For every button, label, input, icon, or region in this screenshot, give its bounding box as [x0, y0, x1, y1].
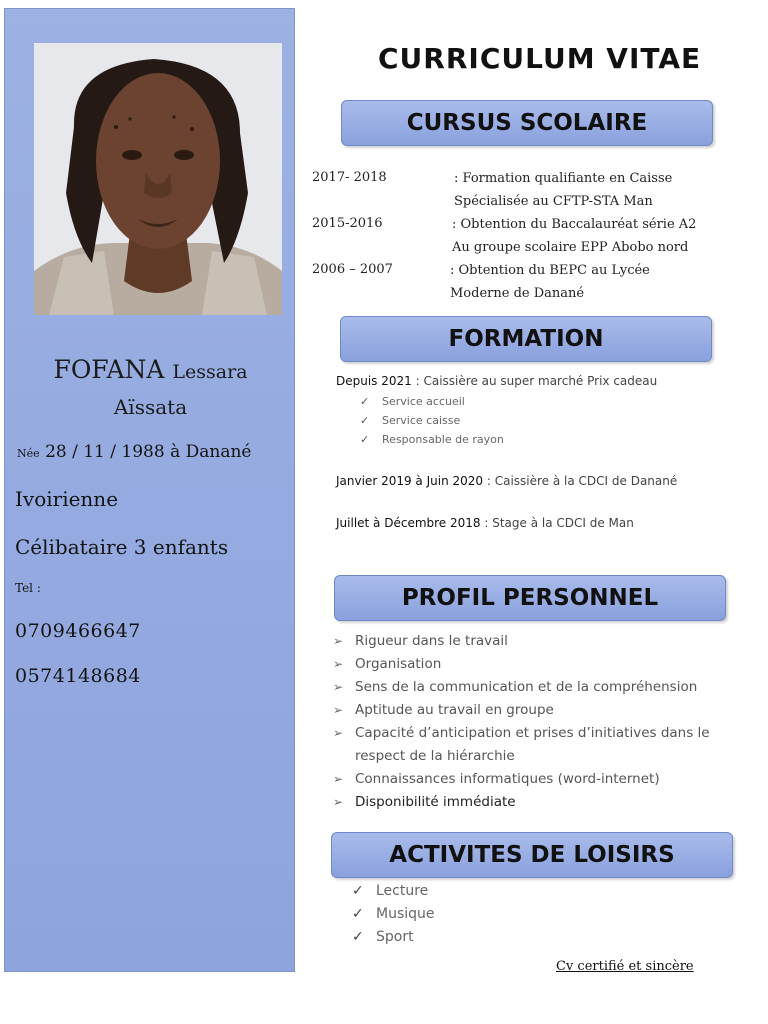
list-item: [333, 791, 723, 814]
formation-period-3: Juillet à Décembre 2018: [336, 516, 481, 530]
list-item: [333, 722, 723, 768]
formation-subitems: [360, 395, 504, 452]
arrow-bullet-icon: ➢: [333, 657, 344, 671]
last-name: FOFANA: [53, 355, 165, 384]
candidate-name: [5, 355, 296, 384]
formation-entry-2: [336, 474, 677, 488]
cursus-desc-1: [450, 167, 760, 213]
subitem-label: Service accueil: [382, 395, 465, 408]
list-item: [333, 699, 723, 722]
certification-note: Cv certifié et sincère: [556, 959, 694, 974]
cursus-desc-2-line1: : Obtention du Baccalauréat série A2: [452, 217, 697, 232]
profil-item-text: [355, 722, 710, 768]
profil-item-label: Connaissances informatiques (word-internet): [355, 771, 660, 787]
arrow-bullet-icon: ➢: [333, 634, 344, 648]
formation-entry-3: [336, 516, 634, 530]
nationality: Ivoirienne: [15, 487, 119, 511]
profile-photo-graphic: [34, 43, 282, 315]
list-item: [333, 768, 723, 791]
subitem-label: Responsable de rayon: [382, 433, 504, 446]
profil-item-label: Organisation: [355, 656, 442, 672]
list-item: [333, 653, 723, 676]
check-icon: ✓: [360, 433, 370, 446]
arrow-bullet-icon: ➢: [333, 680, 344, 694]
birth-text: 28 / 11 / 1988 à Danané: [45, 442, 252, 462]
middle-name: Aïssata: [113, 395, 188, 419]
cursus-desc-2: [450, 213, 760, 259]
cursus-desc-1-line2: Spécialisée au CFTP-STA Man: [454, 194, 653, 209]
check-icon: ✓: [352, 929, 364, 945]
arrow-bullet-icon: ➢: [333, 726, 344, 740]
profil-list: [333, 630, 723, 814]
profil-item-label: Aptitude au travail en groupe: [355, 702, 554, 718]
check-icon: ✓: [360, 414, 370, 427]
list-item: [352, 906, 435, 929]
check-icon: ✓: [352, 906, 364, 922]
list-item: [352, 929, 435, 952]
list-item: [333, 676, 723, 699]
list-item: [352, 883, 435, 906]
formation-period-1: Depuis 2021: [336, 374, 412, 388]
profil-item-label: Rigueur dans le travail: [355, 633, 508, 649]
cursus-desc-2-line2: Au groupe scolaire EPP Abobo nord: [452, 240, 689, 255]
arrow-bullet-icon: ➢: [333, 703, 344, 717]
cursus-desc-3-line1: : Obtention du BEPC au Lycée: [450, 263, 650, 278]
cursus-desc-1-line1: : Formation qualifiante en Caisse: [454, 171, 673, 186]
cursus-header: CURSUS SCOLAIRE: [341, 100, 713, 146]
arrow-bullet-icon: ➢: [333, 772, 344, 786]
loisir-label: Lecture: [376, 883, 429, 899]
marital-status: Célibataire 3 enfants: [15, 535, 229, 559]
profil-item-label: Sens de la communication et de la compréhension: [355, 679, 698, 695]
subitem-label: Service caisse: [382, 414, 461, 427]
profil-item-label: Capacité d’anticipation et prises d’initiatives dans le: [355, 725, 710, 741]
arrow-bullet-icon: ➢: [333, 795, 344, 809]
phone-number-2: 0574148684: [15, 665, 141, 687]
loisir-label: Sport: [376, 929, 414, 945]
check-icon: ✓: [360, 395, 370, 408]
formation-header: FORMATION: [340, 316, 712, 362]
list-item: [333, 630, 723, 653]
loisir-label: Musique: [376, 906, 435, 922]
profil-item-label-cont: respect de la hiérarchie: [355, 748, 515, 764]
check-icon: ✓: [352, 883, 364, 899]
formation-desc-2: : Caissière à la CDCI de Danané: [486, 474, 678, 488]
page-title: CURRICULUM VITAE: [378, 42, 702, 75]
cursus-desc-3: [450, 259, 760, 305]
birth-prefix: Née: [17, 447, 40, 460]
formation-entry-1: [336, 374, 657, 388]
first-name: Lessara: [172, 361, 248, 383]
cursus-year-1: 2017- 2018: [312, 170, 387, 185]
loisirs-list: [352, 883, 435, 952]
loisirs-header: ACTIVITES DE LOISIRS: [331, 832, 733, 878]
formation-desc-1: : Caissière au super marché Prix cadeau: [415, 374, 658, 388]
tel-label: Tel :: [15, 581, 41, 595]
list-item: [360, 433, 504, 452]
list-item: [360, 395, 504, 414]
profil-item-label: Disponibilité immédiate: [355, 794, 516, 810]
profil-header: PROFIL PERSONNEL: [334, 575, 726, 621]
birth-info: [17, 442, 251, 462]
cursus-desc-3-line2: Moderne de Danané: [450, 286, 585, 301]
profile-photo: [34, 43, 282, 315]
sidebar: [4, 8, 295, 972]
list-item: [360, 414, 504, 433]
cursus-year-2: 2015-2016: [312, 216, 383, 231]
phone-number-1: 0709466647: [15, 620, 141, 642]
formation-period-2: Janvier 2019 à Juin 2020: [336, 474, 484, 488]
formation-desc-3: : Stage à la CDCI de Man: [484, 516, 634, 530]
cursus-year-3: 2006 – 2007: [312, 262, 393, 277]
